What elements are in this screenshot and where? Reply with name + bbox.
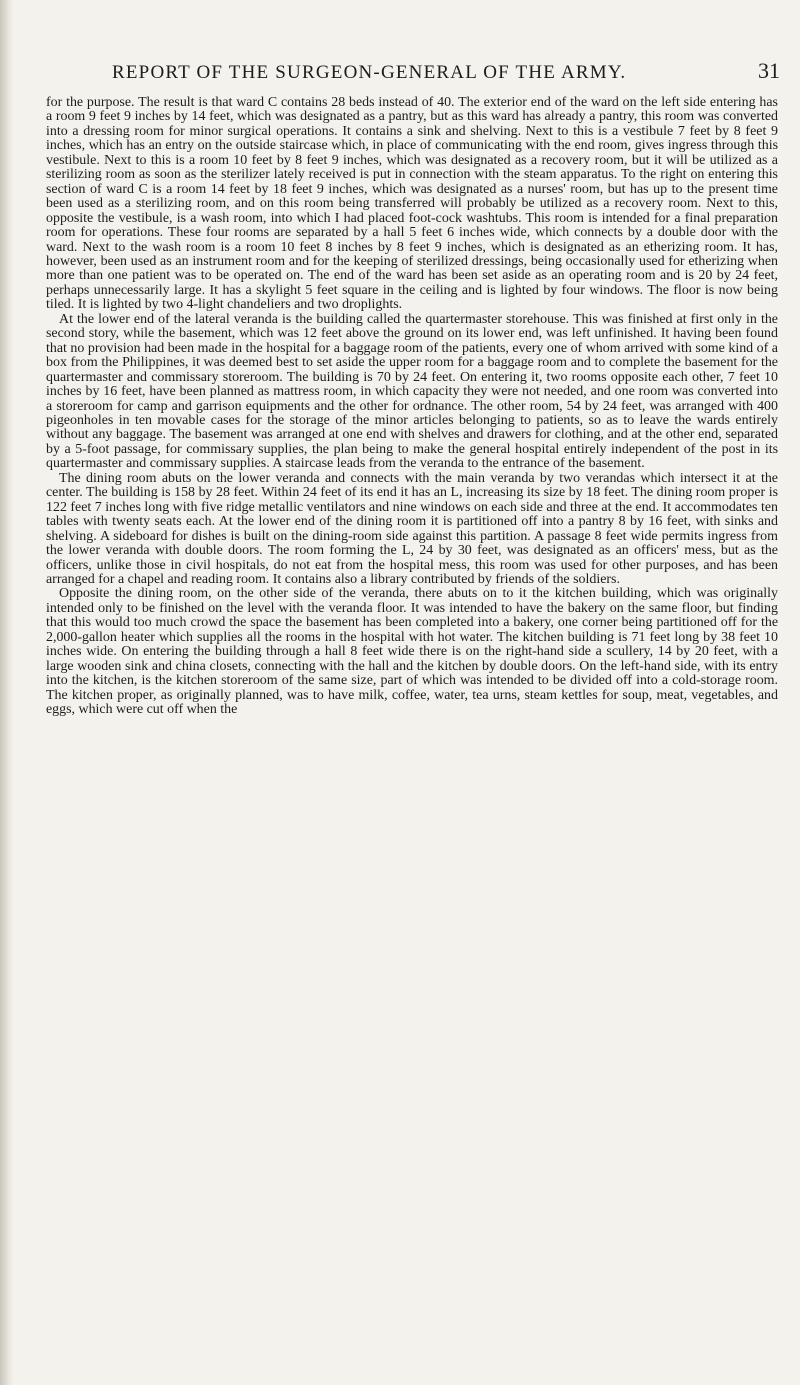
- page-header: [90, 58, 780, 88]
- paragraph-storehouse: At the lower end of the lateral veranda is the building called the quartermaster storehouse. This was finished at first only in the second story, while the basement, which was 12 feet above the ground on its lower end, was left unfinished. It having been found that no provision had been made in the hospital for a baggage room of the patients, every one of whom arrived with some kind of a box from the Philippines, it was deemed best to set aside the upper room for a baggage room and to complete the basement for the quartermaster and commissary storeroom. The building is 70 by 24 feet. On entering it, two rooms opposite each other, 7 feet 10 inches by 16 feet, have been planned as mattress room, in which capacity they were not needed, and one room was converted into a storeroom for camp and garrison equipments and the other for ordnance. The other room, 54 by 24 feet, was arranged with 400 pigeonholes in ten movable cases for the storage of the minor articles belonging to patients, so as to leave the wards entirely without any baggage. The basement was arranged at one end with shelves and drawers for clothing, and at the other end, separated by a 5-foot passage, for commissary supplies, the plan being to make the general hospital entirely independent of the post in its quartermaster and commissary supplies. A staircase leads from the veranda to the entrance of the basement.: [46, 311, 778, 472]
- paragraph-dining-room: The dining room abuts on the lower veranda and connects with the main veranda by two verandas which intersect it at the center. The building is 158 by 28 feet. Within 24 feet of its end it has an L, increasing its size by 18 feet. The dining room proper is 122 feet 7 inches long with five ridge metallic ventilators and nine windows on each side and three at the end. It accommodates ten tables with twenty seats each. At the lower end of the dining room it is partitioned off into a pantry 8 by 16 feet, with sinks and shelving. A sideboard for dishes is built on the dining-room side against this partition. A passage 8 feet wide permits ingress from the lower veranda with double doors. The room forming the L, 24 by 30 feet, was designated as an officers' mess, but as the officers, unlike those in civil hospitals, do not eat from the hospital mess, this room was used for other purposes, and has been arranged for a chapel and reading room. It contains also a library contributed by friends of the soldiers.: [46, 470, 778, 587]
- page-edge: [0, 0, 14, 1385]
- running-title: REPORT OF THE SURGEON-GENERAL OF THE ARMY.: [112, 62, 627, 83]
- body-text: [46, 96, 778, 717]
- paragraph-ward-c: for the purpose. The result is that ward C contains 28 beds instead of 40. The exterior end of the ward on the left side entering has a room 9 feet 9 inches by 14 feet, which was designated as a pantry, but as this ward has already a pantry, this room was converted into a dressing room for minor surgical operations. It contains a sink and shelving. Next to this is a vestibule 7 feet by 8 feet 9 inches, which has an entry on the outside staircase which, in place of communicating with the end room, gives ingress through this vestibule. Next to this is a room 10 feet by 8 feet 9 inches, which was designated as a recovery room, but it will be utilized as a sterilizing room as soon as the sterilizer lately received is put in connection with the steam apparatus. To the right on entering this section of ward C is a room 14 feet by 18 feet 9 inches, which was designated as a nurses' room, but has up to the present time been used as a sterilizing room, and on this room being transferred will probably be utilized as a recovery room. Next to this, opposite the vestibule, is a wash room, into which I had placed foot-cock washtubs. This room is intended for a final preparation room for operations. These four rooms are separated by a hall 5 feet 6 inches wide, which connects by a double door with the ward. Next to the wash room is a room 10 feet 8 inches by 8 feet 9 inches, which is designated as an etherizing room. It has, however, been used as an instrument room and for the keeping of sterilized dressings, being occasionally used for etherizing when more than one patient was to be operated on. The end of the ward has been set aside as an operating room and is 20 by 24 feet, perhaps unnecessarily large. It has a skylight 5 feet square in the ceiling and is lighted by four windows. The floor is now being tiled. It is lighted by two 4-light chandeliers and two droplights.: [46, 95, 778, 313]
- paragraph-kitchen: Opposite the dining room, on the other side of the veranda, there abuts on to it the kitchen building, which was originally intended only to be finished on the level with the veranda floor. It was intended to have the bakery on the same floor, but finding that this would too much crowd the space the basement has been completed into a bakery, one corner being partitioned off for the 2,000-gallon heater which supplies all the rooms in the hospital with hot water. The kitchen building is 71 feet long by 38 feet 10 inches wide. On entering the building through a hall 8 feet wide there is on the right-hand side a scullery, 14 by 20 feet, with a large wooden sink and china closets, connecting with the hall and the kitchen by double doors. On the left-hand side, with its entry into the kitchen, is the kitchen storeroom of the same size, part of which was intended to be divided off into a cold-storage room. The kitchen proper, as originally planned, was to have milk, coffee, water, tea urns, steam kettles for soup, meat, vegetables, and eggs, which were cut off when the: [46, 586, 778, 718]
- page-number: 31: [758, 58, 780, 83]
